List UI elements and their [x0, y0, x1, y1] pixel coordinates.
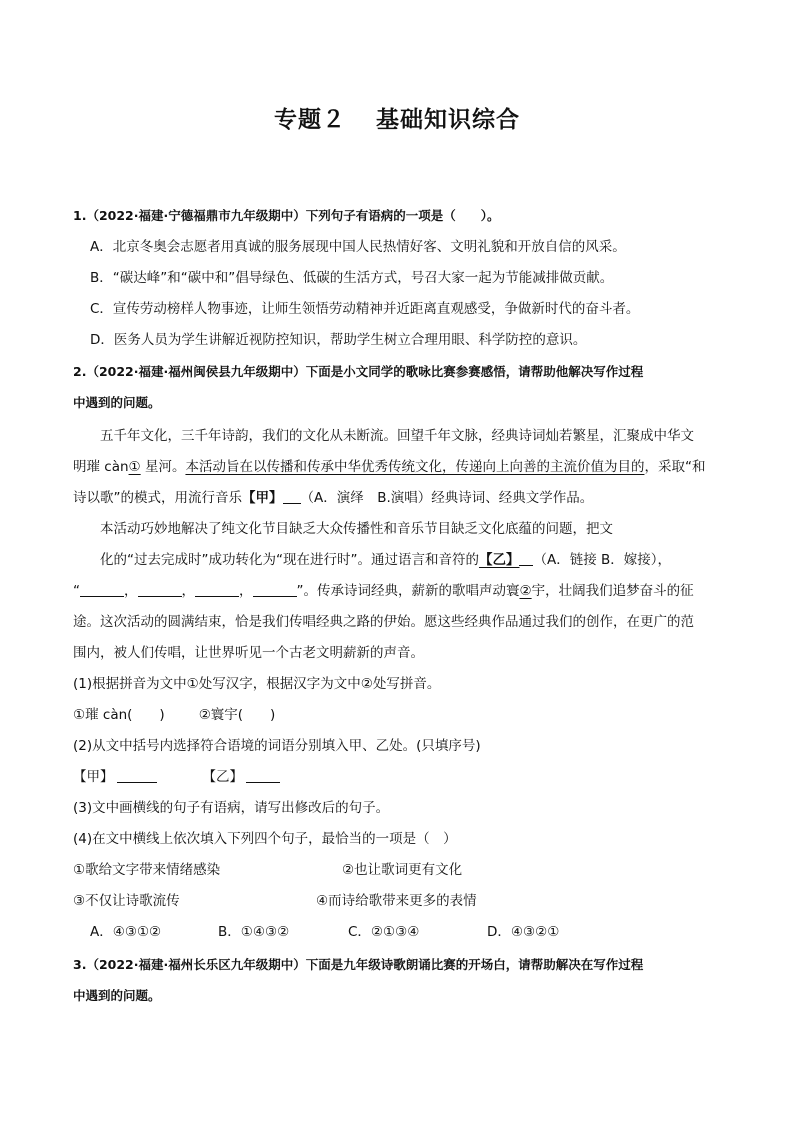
- passage-paragraph-1-line-1: 五千年文化，三千年诗韵，我们的文化从未断流。回望千年文脉，经典诗词灿若繁星，汇聚成中华文: [100, 428, 694, 444]
- passage-text: ，: [124, 583, 138, 599]
- passage-text: 星河。: [140, 459, 186, 475]
- passage-text: ”。传承诗词经典，薪新的歌唱声动寰: [296, 583, 520, 599]
- passage-text: 宇，壮阔我们追梦奋斗的征: [531, 583, 694, 599]
- question-1-stem: 1.（2022·福建·宁德福鼎市九年级期中）下列句子有语病的一项是（ ）。: [73, 208, 500, 223]
- sub-question-2: (2)从文中括号内选择符合语境的词语分别填入甲、乙处。(只填序号): [73, 738, 481, 754]
- sentence-option-3: ③不仅让诗歌流传: [73, 893, 180, 909]
- question-1-option-a: A．北京冬奥会志愿者用真诚的服务展现中国人民热情好客、文明礼貌和开放自信的风采。: [90, 239, 626, 255]
- passage-text: （A．演绎 B.演唱）经典诗词、经典文学作品。: [300, 490, 594, 506]
- sub-question-2-answers: [73, 767, 280, 787]
- question-1-option-d: D．医务人员为学生讲解近视防控知识，帮助学生树立合理用眼、科学防控的意识。: [90, 332, 587, 348]
- passage-text: ，采取“和: [644, 459, 706, 475]
- answer-jia-blank: [117, 768, 157, 783]
- choice-d: D．④③②①: [487, 924, 560, 940]
- title-topic-name: 基础知识综合: [376, 107, 520, 133]
- passage-paragraph-1-line-3: [73, 488, 593, 508]
- choice-a: A．④③①②: [90, 924, 162, 940]
- passage-text: 明璀 càn: [73, 459, 129, 475]
- passage-text: “: [73, 583, 80, 599]
- sub-question-3: (3)文中画横线的句子有语病，请写出修改后的句子。: [73, 800, 390, 816]
- question-1-option-c: C．宣传劳动榜样人物事迹，让师生领悟劳动精神并近距离直观感受，争做新时代的奋斗者。: [90, 301, 640, 317]
- blank-marker-1: ①: [128, 459, 141, 475]
- underlined-faulty-sentence: 本活动旨在以传播和传承中华优秀传统文化，传递向上向善的主流价值为目的: [185, 459, 645, 475]
- sentence-option-4: ④而诗给歌带来更多的表情: [316, 893, 477, 909]
- sub-question-1: (1)根据拼音为文中①处写汉字，根据汉字为文中②处写拼音。: [73, 676, 441, 692]
- passage-text: 诗以歌”的模式，用流行音乐: [73, 490, 242, 506]
- question-2-stem-line1: 2.（2022·福建·福州闽侯县九年级期中）下面是小文同学的歌咏比赛参赛感悟，请帮助他解决写作过程: [73, 364, 644, 379]
- passage-text: ，: [181, 583, 195, 599]
- sub-question-1-answers: [73, 705, 275, 725]
- passage-paragraph-2-line-2: [100, 550, 671, 570]
- sentence-option-1: ①歌给文字带来情绪感染: [73, 862, 221, 878]
- answer-yi-blank: [246, 768, 280, 783]
- sentence-blank-1: [80, 582, 124, 597]
- sub-question-4: (4)在文中横线上依次填入下列四个句子，最恰当的一项是（ ）: [73, 831, 457, 847]
- passage-text: （A．链接 B．嫁接），: [533, 552, 672, 568]
- passage-paragraph-2-line-3: [73, 581, 694, 601]
- blank-yi-label: 【乙】: [478, 552, 520, 568]
- question-2-stem-line2: 中遇到的问题。: [73, 395, 161, 410]
- sentence-blank-2: [138, 582, 182, 597]
- passage-paragraph-2-line-4: 途。这次活动的圆满结束，恰是我们传唱经典之路的伊始。愿这些经典作品通过我们的创作，在更广的范: [73, 614, 694, 630]
- answer-jia-label: 【甲】: [73, 769, 114, 785]
- blank-jia: [283, 489, 301, 504]
- choice-b: B．①④③②: [218, 924, 290, 940]
- blank-marker-2: ②: [519, 583, 532, 599]
- passage-text: 化的“过去完成时”成功转化为“现在进行时”。通过语言和音符的: [100, 552, 479, 568]
- question-3-stem-line2: 中遇到的问题。: [73, 988, 161, 1003]
- answer-slot-2: ②寰宇( ): [198, 707, 276, 723]
- passage-paragraph-2-line-1: 本活动巧妙地解决了纯文化节目缺乏大众传播性和音乐节目缺乏文化底蕴的问题，把文: [100, 521, 613, 537]
- blank-jia-label: 【甲】: [242, 490, 283, 506]
- sentence-option-2: ②也让歌词更有文化: [342, 862, 463, 878]
- passage-paragraph-2-line-5: 围内，被人们传唱，让世界听见一个古老文明薪新的声音。: [73, 645, 424, 661]
- passage-paragraph-1-line-2: [73, 457, 705, 477]
- question-1-option-b: B．“碳达峰”和“碳中和”倡导绿色、低碳的生活方式，号召大家一起为节能减排做贡献。: [90, 270, 614, 286]
- page-title: [0, 101, 794, 134]
- choice-c: C．②①③④: [348, 924, 420, 940]
- title-topic-number: 专题２: [274, 107, 346, 133]
- sentence-blank-3: [195, 582, 239, 597]
- blank-yi: [519, 551, 533, 566]
- question-3-stem-line1: 3.（2022·福建·福州长乐区九年级期中）下面是九年级诗歌朗诵比赛的开场白，请帮助解决在写作过程: [73, 957, 644, 972]
- passage-text: ，: [239, 583, 253, 599]
- sentence-blank-4: [253, 582, 297, 597]
- answer-yi-label: 【乙】: [202, 769, 243, 785]
- answer-slot-1: ①璀 càn( ): [73, 707, 165, 723]
